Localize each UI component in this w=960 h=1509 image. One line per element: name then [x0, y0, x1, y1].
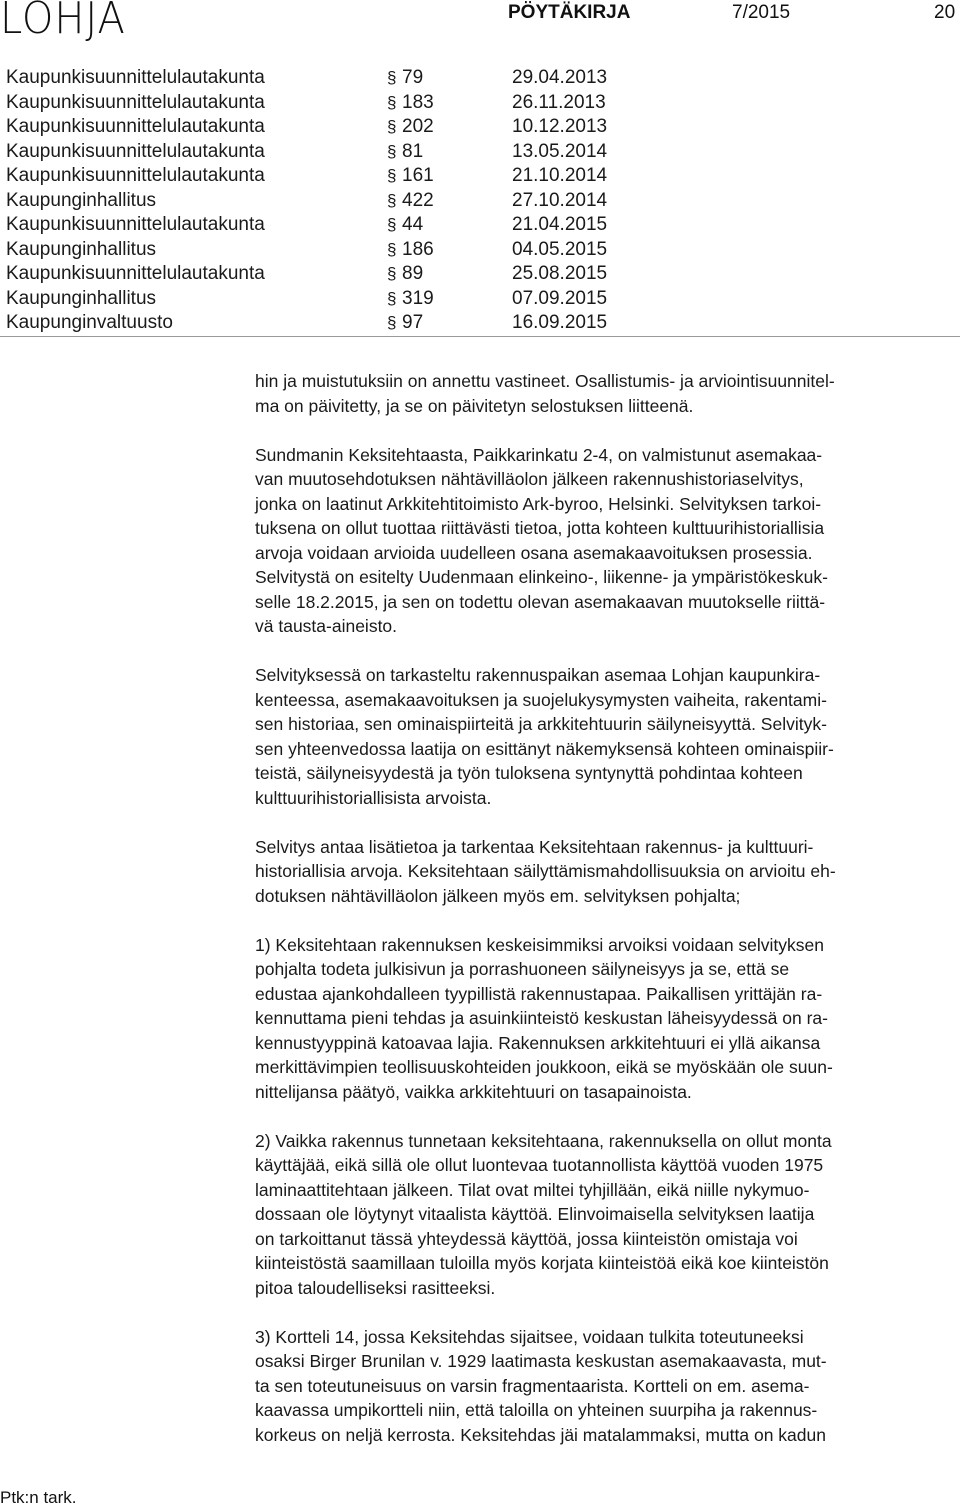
history-row	[6, 213, 960, 238]
history-body: Kaupunkisuunnittelulautakunta	[6, 214, 265, 235]
history-body: Kaupunkisuunnittelulautakunta	[6, 263, 265, 284]
paragraph: 3) Kortteli 14, jossa Keksitehdas sijaitsee, voidaan tulkita toteutuneeksi osaksi Birger Brunilan v. 1929 laatimasta keskustan asemakaavasta, mut- ta sen toteutuneisuus on varsin fragmentaarista. Kortteli on em. asema- kaavassa umpikortteli niin, että taloilla on yhteinen suurpiha ja rakennus- korkeus on neljä kerrosta. Keksitehdas jäi matalammaksi, mutta on kadun	[255, 1326, 827, 1445]
history-body: Kaupunkisuunnittelulautakunta	[6, 140, 265, 162]
history-row	[6, 140, 960, 165]
history-section: 97	[402, 312, 424, 333]
history-body: Kaupunginhallitus	[6, 189, 157, 211]
history-row	[6, 311, 960, 336]
history-date: 21.10.2014	[512, 165, 608, 186]
history-date: 26.11.2013	[512, 91, 606, 113]
history-section: 422	[402, 189, 434, 211]
history-date: 21.04.2015	[512, 214, 608, 235]
history-section: 202	[402, 116, 434, 137]
history-row	[6, 66, 960, 91]
section-sign-icon: §	[387, 117, 397, 136]
section-sign-icon: §	[387, 215, 397, 234]
history-body: Kaupunkisuunnittelulautakunta	[6, 116, 265, 137]
document-type: PÖYTÄKIRJA	[508, 2, 631, 23]
history-section: 161	[402, 165, 434, 186]
section-sign-icon: §	[387, 68, 397, 87]
history-row	[6, 115, 960, 140]
paragraph: Sundmanin Keksitehtaasta, Paikkarinkatu 2-4, on valmistunut asemakaa- van muutosehdotuksen nähtävilläolon jälkeen rakennushistoriaselvitys, jonka on laatinut Arkkitehtitoimisto Ark-byroo, Helsinki. Selvityksen tarkoi- tuksena on ollut tuottaa riittävästi tietoa, jotta kohteen kulttuurihistoriallisia arvoja voidaan arvioida uudelleen osana asemakaavoituksen prosessia. Selvitystä on esitelty Uudenmaan elinkeino-, liikenne- ja ympäristökeskuk- selle 18.2.2015, ja sen on todettu olevan asemakaavan muutokselle riittä- vä tausta-aineisto.	[255, 444, 828, 636]
page-header	[0, 0, 960, 44]
history-date: 13.05.2014	[512, 140, 608, 162]
history-section: 183	[402, 91, 434, 113]
history-date: 29.04.2013	[512, 67, 608, 88]
history-body: Kaupunginhallitus	[6, 238, 157, 260]
paragraph: Selvitys antaa lisätietoa ja tarkentaa Keksitehtaan rakennus- ja kulttuuri- historiallisia arvoja. Keksitehtaan säilyttämismahdollisuuksia on arvioitu eh- dotuksen nähtävilläolon jälkeen myös em. selvityksen pohjalta;	[255, 836, 836, 906]
history-date: 10.12.2013	[512, 116, 608, 137]
history-body: Kaupunginhallitus	[6, 287, 157, 309]
history-section: 186	[402, 238, 434, 260]
section-sign-icon: §	[387, 166, 397, 185]
section-sign-icon: §	[387, 141, 397, 161]
history-divider	[0, 336, 960, 337]
history-date: 25.08.2015	[512, 263, 608, 284]
paragraph: 2) Vaikka rakennus tunnetaan keksitehtaana, rakennuksella on ollut monta käyttäjää, eikä sillä ole ollut luontevaa tuotannollista käyttöä vuoden 1975 laminaattitehtaan jälkeen. Tilat ovat miltei tyhjillään, eikä niille nykymuo- dossaan ole löytynyt vitaalista käyttöä. Elinvoimaisella selvityksen laatija on tarkoittanut tässä yhteydessä käyttöä, jossa kiinteistön omistaja voi kiinteistöstä saamillaan tuloilla myös korjata kiinteistöä eikä koe kiinteistön pitoa taloudelliseksi rasitteeksi.	[255, 1130, 832, 1298]
history-section: 44	[402, 214, 424, 235]
history-body: Kaupunkisuunnittelulautakunta	[6, 67, 265, 88]
section-sign-icon: §	[387, 264, 397, 283]
lohja-logo: LOHJA	[0, 0, 126, 44]
paragraph: Selvityksessä on tarkasteltu rakennuspaikan asemaa Lohjan kaupunkira- kenteessa, asemakaavoituksen ja suojelukysymysten vaiheita, rakentami- sen historiaa, sen ominaispiirteitä ja arkkitehtuurin säilyneisyyttä. Selvityk- sen yhteenvedossa laatija on esittänyt näkemyksensä kohteen ominaispiir- teistä, säilyneisyydestä ja työn tuloksena syntynyttä pohdintaa kohteen kulttuurihistoriallisista arvoista.	[255, 665, 834, 808]
history-row	[6, 91, 960, 116]
page-number: 20	[934, 2, 956, 23]
section-sign-icon: §	[387, 239, 397, 259]
minutes-body	[255, 369, 955, 1472]
history-row	[6, 287, 960, 312]
history-row	[6, 262, 960, 287]
history-section: 81	[402, 140, 424, 162]
history-date: 27.10.2014	[512, 189, 608, 211]
section-sign-icon: §	[387, 288, 397, 308]
history-section: 89	[402, 263, 424, 284]
section-sign-icon: §	[387, 92, 397, 112]
history-row	[6, 238, 960, 263]
history-body: Kaupunkisuunnittelulautakunta	[6, 91, 265, 113]
paragraph: hin ja muistutuksiin on annettu vastineet. Osallistumis- ja arviointisuunnitel- ma on päivitetty, ja se on päivitetyn selostuksen liitteenä.	[255, 371, 835, 416]
history-section: 319	[402, 287, 434, 309]
history-row	[6, 189, 960, 214]
history-date: 04.05.2015	[512, 238, 608, 260]
section-sign-icon: §	[387, 313, 397, 332]
history-row	[6, 164, 960, 189]
decision-history-table	[6, 66, 960, 336]
inspection-footer: Ptk:n tark.	[0, 1488, 77, 1507]
history-body: Kaupunkisuunnittelulautakunta	[6, 165, 265, 186]
document-number: 7/2015	[732, 2, 791, 23]
history-section: 79	[402, 67, 424, 88]
section-sign-icon: §	[387, 190, 397, 210]
history-body: Kaupunginvaltuusto	[6, 312, 173, 333]
paragraph: 1) Keksitehtaan rakennuksen keskeisimmiksi arvoiksi voidaan selvityksen pohjalta todeta julkisivun ja porrashuoneen säilyneisyys ja se, että se edustaa ajankohdalleen tyypillistä rakennustapaa. Paikallisen yrittäjän ra- kennuttama pieni tehdas ja asuinkiinteistö keskustan läheisyydessä on ra- kennustyyppinä katoavaa lajia. Rakennuksen arkkitehtuuri ei yllä aikansa merkittävimpien teollisuuskohteiden joukkoon, eikä se myöskään ole suun- nittelijansa päätyö, vaikka arkkitehtuuri on tasapainoista.	[255, 934, 833, 1102]
history-date: 16.09.2015	[512, 312, 608, 333]
history-date: 07.09.2015	[512, 287, 608, 309]
